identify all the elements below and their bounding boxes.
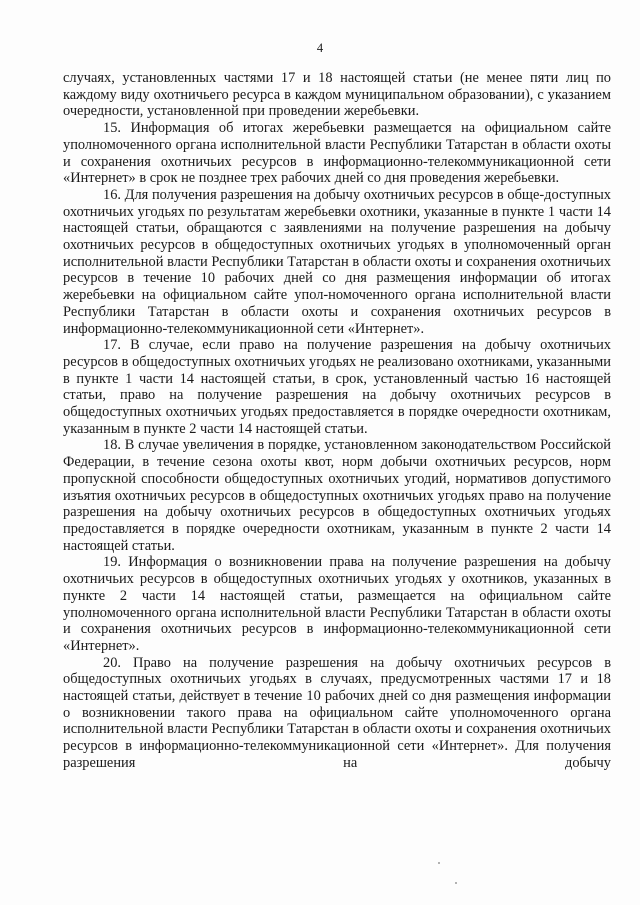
page-number: 4: [316, 41, 324, 55]
paragraph-16: 16. Для получения разрешения на добычу охотничьих ресурсов в обще-доступных охотничьих угодьях по результатам жеребьевки охотники, указанные в пункте 1 части 14 настоящей статьи, обращаются с заявлениями на получение разрешения на добычу охотничьих ресурсов в общедоступных охотничьих угодьях в уполномоченный орган исполнительной власти Республики Татарстан в области охоты и сохранения охотничьих ресурсов в течение 10 рабочих дней со дня размещения информации об итогах жеребьевки на официальном сайте упол-номоченного органа исполнительной власти Республики Татарстан в области охоты и сохранения охотничьих ресурсов в информационно-телекоммуникационной сети «Интернет».: [63, 186, 611, 337]
paragraph-continuation: случаях, установленных частями 17 и 18 настоящей статьи (не менее пяти лиц по каждому виду охотничьего ресурса в каждом муниципальном образовании), с указанием очередности, установленной при проведении жеребьевки.: [63, 70, 611, 120]
scan-speck: [438, 862, 440, 864]
paragraph-15: 15. Информация об итогах жеребьевки размещается на официальном сайте уполномоченного органа исполнительной власти Республики Татарстан в области охоты и сохранения охотничьих ресурсов в информационно-телекоммуникационной сети «Интернет» в срок не позднее трех рабочих дней со дня проведения жеребьевки.: [63, 120, 611, 187]
paragraph-20: 20. Право на получение разрешения на добычу охотничьих ресурсов в общедоступных охотничьих угодьях в случаях, предусмотренных частями 17 и 18 настоящей статьи, действует в течение 10 рабочих дней со дня размещения информации о возникновении такого права на официальном сайте уполномоченного органа исполнительной власти Республики Татарстан в области охоты и сохранения охотничьих ресурсов в информационно-телекоммуникационной сети «Интернет». Для получения разрешения на добычу: [63, 654, 611, 771]
paragraph-19: 19. Информация о возникновении права на получение разрешения на добычу охотничьих ресурсов в общедоступных охотничьих угодьях у охотников, указанных в пункте 2 части 14 настоящей статьи, размещается на официальном сайте уполномоченного органа исполнительной власти Республики Татарстан в области охоты и сохранения охотничьих ресурсов в информационно-телекоммуникационной сети «Интернет».: [63, 554, 611, 654]
paragraph-18: 18. В случае увеличения в порядке, установленном законодательством Российской Федерации, в течение сезона охоты квот, норм добычи охотничьих ресурсов, норм пропускной способности общедоступных охотничьих угодий, нормативов допустимого изъятия охотничьих ресурсов в общедоступных охотничьих угодьях право на получение разрешения на добычу охотничьих ресурсов в общедоступных охотничьих угодьях предоставляется в порядке очередности охотникам, указанным в пункте 2 части 14 настоящей статьи.: [63, 437, 611, 554]
paragraph-17: 17. В случае, если право на получение разрешения на добычу охотничьих ресурсов в общедоступных охотничьих угодьях не реализовано охотниками, указанными в пункте 1 части 14 настоящей статьи, в срок, установленный частью 16 настоящей статьи, право на получение разрешения на добычу охотничьих ресурсов в общедоступных охотничьих угодьях предоставляется в порядке очередности охотникам, указанным в пункте 2 части 14 настоящей статьи.: [63, 337, 611, 437]
scan-speck: [455, 882, 457, 884]
document-body: [63, 70, 611, 772]
